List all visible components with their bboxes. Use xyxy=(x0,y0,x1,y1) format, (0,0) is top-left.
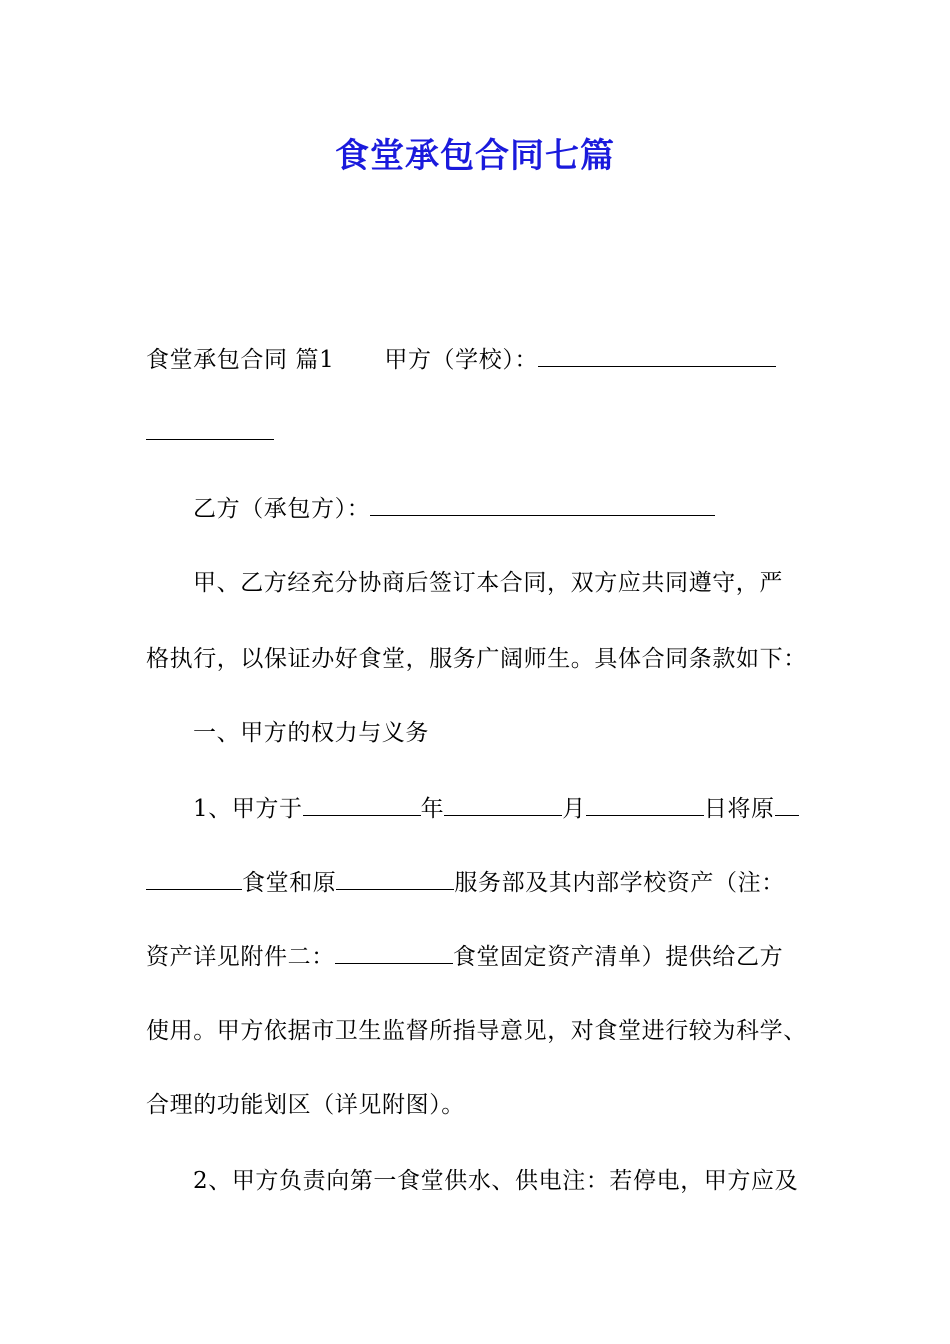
heading-line xyxy=(146,345,776,375)
party-b-line xyxy=(193,494,715,524)
day-blank xyxy=(586,795,704,816)
clause-1-day: 日将原 xyxy=(703,796,775,822)
year-blank xyxy=(303,795,421,816)
attachment-blank xyxy=(335,943,453,964)
clause-1-line-1 xyxy=(193,794,799,824)
clause-1-month: 月 xyxy=(562,796,586,822)
clause-1-line-3 xyxy=(146,942,783,972)
preamble-line-2: 格执行，以保证办好食堂，服务广阔师生。具体合同条款如下： xyxy=(146,646,807,672)
clause-1-text: 服务部及其内部学校资产（注： xyxy=(454,870,785,896)
clause-1-text: 1、甲方于 xyxy=(193,796,303,822)
clause-1-text: 食堂和原 xyxy=(242,870,337,896)
clause-1-line-5: 合理的功能划区（详见附图）。 xyxy=(146,1092,465,1118)
section-heading: 食堂承包合同 篇1 xyxy=(146,347,335,373)
party-a-blank-continued xyxy=(146,419,274,440)
clause-1-line-2 xyxy=(146,868,785,898)
service-dept-blank xyxy=(336,869,454,890)
party-a-blank-continued-line xyxy=(146,418,274,448)
canteen-name-blank xyxy=(775,795,799,816)
party-b-label: 乙方（承包方）： xyxy=(193,496,371,522)
party-a-label: 甲方（学校）： xyxy=(384,347,539,373)
document-title: 食堂承包合同七篇 xyxy=(335,136,615,176)
clause-2-line-1: 2、甲方负责向第一食堂供水、供电注：若停电，甲方应及 xyxy=(193,1168,799,1194)
party-b-blank xyxy=(370,495,715,516)
canteen-name-blank-continued xyxy=(146,869,242,890)
month-blank xyxy=(444,795,562,816)
clause-1-text: 食堂固定资产清单）提供给乙方 xyxy=(452,944,784,970)
clause-1-year: 年 xyxy=(420,796,445,822)
clause-1-line-4: 使用。甲方依据市卫生监督所指导意见，对食堂进行较为科学、 xyxy=(146,1018,807,1044)
preamble-line-1: 甲、乙方经充分协商后签订本合同，双方应共同遵守，严 xyxy=(193,570,783,596)
article-1-heading: 一、甲方的权力与义务 xyxy=(193,720,429,746)
clause-1-text: 资产详见附件二： xyxy=(146,944,335,970)
party-a-blank xyxy=(538,346,776,367)
